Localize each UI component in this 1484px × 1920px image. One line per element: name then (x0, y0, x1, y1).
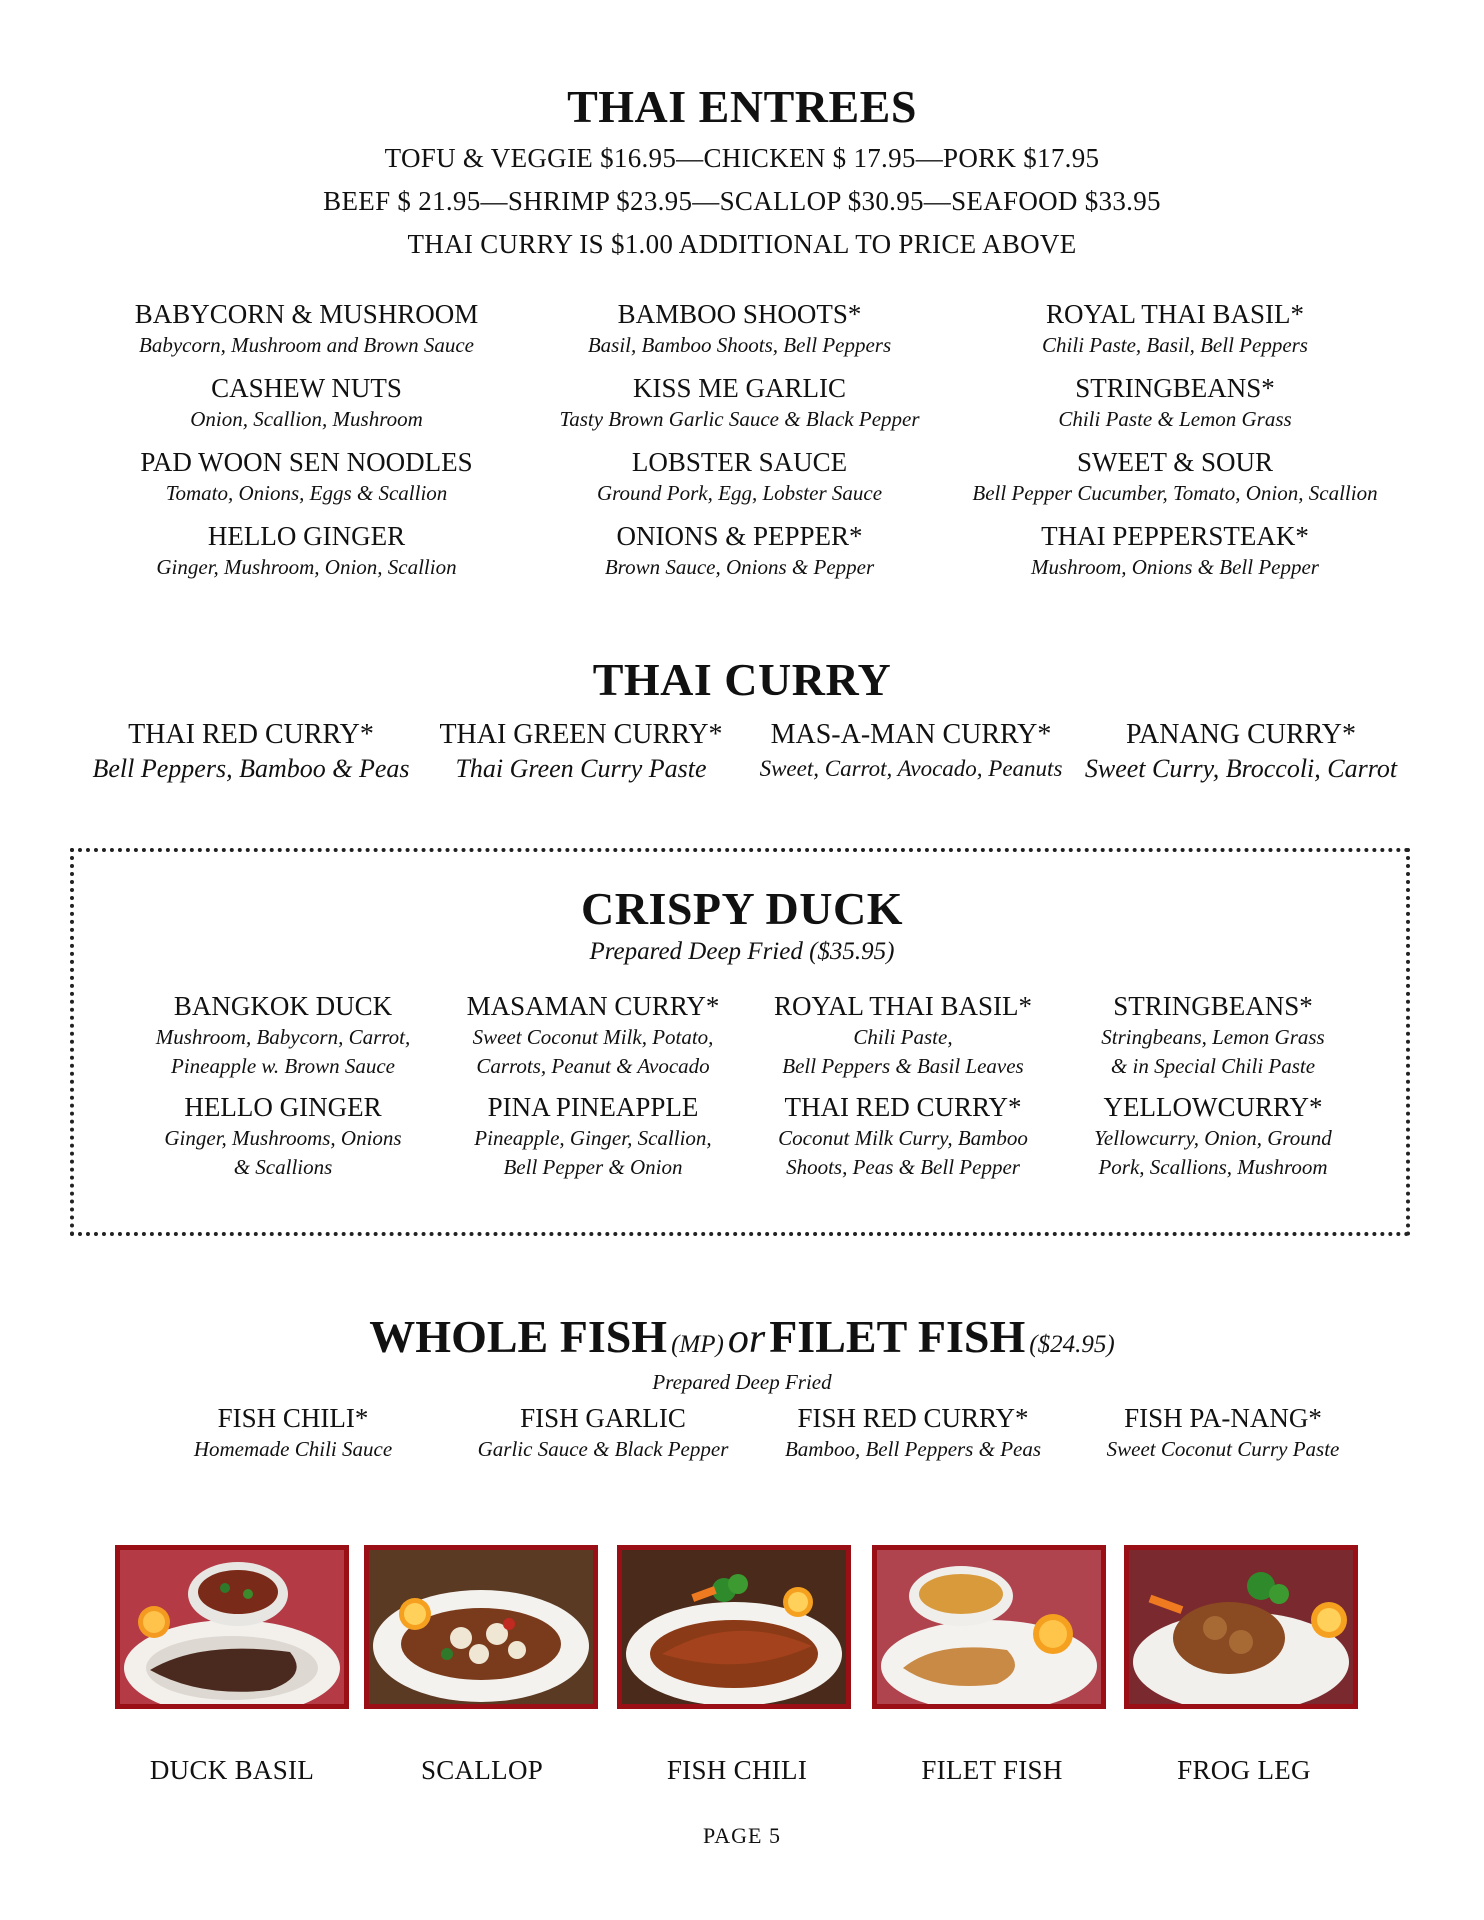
photo-frog-leg (1124, 1545, 1358, 1709)
item-desc: Stringbeans, Lemon Grass (1101, 1025, 1325, 1049)
filet-fish-image (877, 1550, 1101, 1704)
item-desc: Sweet Coconut Curry Paste (1106, 1437, 1340, 1461)
item-name: SWEET & SOUR (1076, 447, 1273, 477)
menu-item (90, 520, 523, 581)
menu-item (138, 1402, 448, 1463)
entrees-title: THAI ENTREES (567, 81, 917, 132)
fish-title-filet: FILET FISH (769, 1311, 1026, 1362)
item-name: PINA PINEAPPLE (487, 1092, 699, 1122)
item-name: KISS ME GARLIC (632, 373, 847, 403)
item-desc: Basil, Bamboo Shoots, Bell Peppers (587, 333, 892, 357)
duck-basil-image (120, 1550, 344, 1704)
item-name: BAMBOO SHOOTS* (617, 299, 862, 329)
item-desc: Carrots, Peanut & Avocado (476, 1054, 710, 1078)
photo-filet-fish (872, 1545, 1106, 1709)
fish-subtitle: Prepared Deep Fried (652, 1370, 832, 1394)
fish-title-whole: WHOLE FISH (369, 1311, 668, 1362)
menu-item (523, 372, 956, 433)
item-name: FISH CHILI* (217, 1403, 369, 1433)
item-name: HELLO GINGER (184, 1092, 382, 1122)
menu-item (1058, 1091, 1368, 1182)
menu-item (956, 372, 1394, 433)
item-name: PAD WOON SEN NOODLES (140, 447, 473, 477)
item-desc: Tasty Brown Garlic Sauce & Black Pepper (559, 407, 920, 431)
item-name: STRINGBEANS* (1075, 373, 1275, 403)
frog-leg-image (1129, 1550, 1353, 1704)
entrees-grid (90, 298, 1394, 581)
menu-item (523, 298, 956, 359)
scallop-image (369, 1550, 593, 1704)
item-desc: Sweet Curry, Broccoli, Carrot (1084, 754, 1398, 783)
menu-item (748, 1091, 1058, 1182)
photo-label-duck-basil: DUCK BASIL (149, 1755, 315, 1785)
duck-grid (128, 990, 1368, 1182)
menu-item (523, 520, 956, 581)
item-name: LOBSTER SAUCE (631, 447, 848, 477)
fish-title-or: or (727, 1316, 766, 1362)
item-name: THAI RED CURRY* (784, 1092, 1022, 1122)
photo-label-frog-leg: FROG LEG (1177, 1755, 1311, 1785)
photo-label-fish-chili: FISH CHILI (666, 1755, 808, 1785)
item-desc: Sweet Coconut Milk, Potato, (472, 1025, 714, 1049)
item-name: MAS-A-MAN CURRY* (770, 719, 1052, 750)
photo-label-scallop: SCALLOP (420, 1755, 544, 1785)
menu-item (90, 446, 523, 507)
item-desc: Bell Pepper & Onion (503, 1155, 683, 1179)
item-desc: Ginger, Mushrooms, Onions (164, 1126, 402, 1150)
item-name: ONIONS & PEPPER* (616, 521, 863, 551)
photo-strip (115, 1545, 1375, 1713)
menu-item (758, 1402, 1068, 1463)
item-name: THAI GREEN CURRY* (439, 719, 723, 750)
item-name: YELLOWCURRY* (1103, 1092, 1323, 1122)
item-desc: Chili Paste, (853, 1025, 953, 1049)
menu-item (438, 1091, 748, 1182)
item-desc: Ground Pork, Egg, Lobster Sauce (596, 481, 883, 505)
item-desc: Mushroom, Babycorn, Carrot, (155, 1025, 411, 1049)
item-name: STRINGBEANS* (1113, 991, 1313, 1021)
item-name: FISH PA-NANG* (1124, 1403, 1322, 1433)
item-name: CASHEW NUTS (211, 373, 402, 403)
menu-item (1068, 1402, 1378, 1463)
item-desc: Chili Paste, Basil, Bell Peppers (1042, 333, 1308, 357)
item-name: MASAMAN CURRY* (466, 991, 720, 1021)
item-name: BABYCORN & MUSHROOM (134, 299, 479, 329)
item-desc: Tomato, Onions, Eggs & Scallion (165, 481, 448, 505)
item-name: ROYAL THAI BASIL* (1045, 299, 1304, 329)
photo-duck-basil (115, 1545, 349, 1709)
duck-subtitle: Prepared Deep Fried ($35.95) (589, 938, 895, 965)
item-name: FISH RED CURRY* (797, 1403, 1029, 1433)
menu-item (1076, 717, 1406, 785)
menu-item (128, 1091, 438, 1182)
menu-item (523, 446, 956, 507)
fish-title (0, 1310, 1484, 1363)
item-desc: Pineapple, Ginger, Scallion, (474, 1126, 712, 1150)
item-name: HELLO GINGER (207, 521, 406, 551)
item-desc: Homemade Chili Sauce (193, 1437, 393, 1461)
fish-chili-image (622, 1550, 846, 1704)
menu-item (90, 298, 523, 359)
item-desc: & in Special Chili Paste (1110, 1054, 1316, 1078)
item-name: ROYAL THAI BASIL* (773, 991, 1032, 1021)
entrees-price-line-1: TOFU & VEGGIE $16.95—CHICKEN $ 17.95—PORK $17.95 (384, 143, 1100, 173)
fish-price-filet: ($24.95) (1029, 1331, 1115, 1358)
entrees-price-line-2: BEEF $ 21.95—SHRIMP $23.95—SCALLOP $30.95—SEAFOOD $33.95 (323, 186, 1161, 216)
item-name: FISH GARLIC (520, 1403, 686, 1433)
item-desc: Pineapple w. Brown Sauce (171, 1054, 395, 1078)
menu-item (956, 520, 1394, 581)
photo-fish-chili (617, 1545, 851, 1709)
item-desc: Bell Peppers & Basil Leaves (782, 1054, 1024, 1078)
item-desc: Thai Green Curry Paste (455, 754, 707, 783)
item-desc: Babycorn, Mushroom and Brown Sauce (139, 333, 474, 357)
item-name: THAI PEPPERSTEAK* (1041, 521, 1309, 551)
fish-price-whole: (MP) (671, 1331, 724, 1358)
menu-item (86, 717, 416, 785)
menu-item (956, 298, 1394, 359)
item-desc: Chili Paste & Lemon Grass (1058, 407, 1292, 431)
item-desc: Garlic Sauce & Black Pepper (477, 1437, 729, 1461)
item-desc: Bell Pepper Cucumber, Tomato, Onion, Scallion (972, 481, 1378, 505)
menu-item (748, 990, 1058, 1081)
item-desc: Pork, Scallions, Mushroom (1098, 1155, 1328, 1179)
item-desc: Ginger, Mushroom, Onion, Scallion (156, 555, 457, 579)
menu-item (90, 372, 523, 433)
item-name: PANANG CURRY* (1125, 719, 1357, 750)
curry-row (86, 717, 1406, 785)
item-desc: Coconut Milk Curry, Bamboo (778, 1126, 1028, 1150)
item-desc: Bell Peppers, Bamboo & Peas (92, 754, 410, 783)
fish-grid (138, 1402, 1378, 1463)
menu-item (438, 990, 748, 1081)
page-number: PAGE 5 (703, 1823, 781, 1848)
item-desc: Bamboo, Bell Peppers & Peas (784, 1437, 1042, 1461)
duck-title: CRISPY DUCK (581, 883, 903, 934)
item-desc: Onion, Scallion, Mushroom (190, 407, 423, 431)
item-desc: & Scallions (233, 1155, 333, 1179)
item-desc: Brown Sauce, Onions & Pepper (604, 555, 875, 579)
item-desc: Shoots, Peas & Bell Pepper (786, 1155, 1020, 1179)
curry-title: THAI CURRY (592, 654, 892, 705)
menu-item (956, 446, 1394, 507)
entrees-price-line-3: THAI CURRY IS $1.00 ADDITIONAL TO PRICE ABOVE (407, 229, 1077, 259)
item-name: BANGKOK DUCK (173, 991, 393, 1021)
item-name: THAI RED CURRY* (128, 719, 374, 750)
item-desc: Mushroom, Onions & Bell Pepper (1031, 555, 1319, 579)
menu-item (128, 990, 438, 1081)
item-desc: Yellowcurry, Onion, Ground (1094, 1126, 1332, 1150)
item-desc: Sweet, Carrot, Avocado, Peanuts (759, 756, 1063, 781)
menu-item (746, 717, 1076, 785)
photo-label-filet-fish: FILET FISH (921, 1755, 1063, 1785)
menu-item (448, 1402, 758, 1463)
menu-item (416, 717, 746, 785)
photo-scallop (364, 1545, 598, 1709)
menu-item (1058, 990, 1368, 1081)
